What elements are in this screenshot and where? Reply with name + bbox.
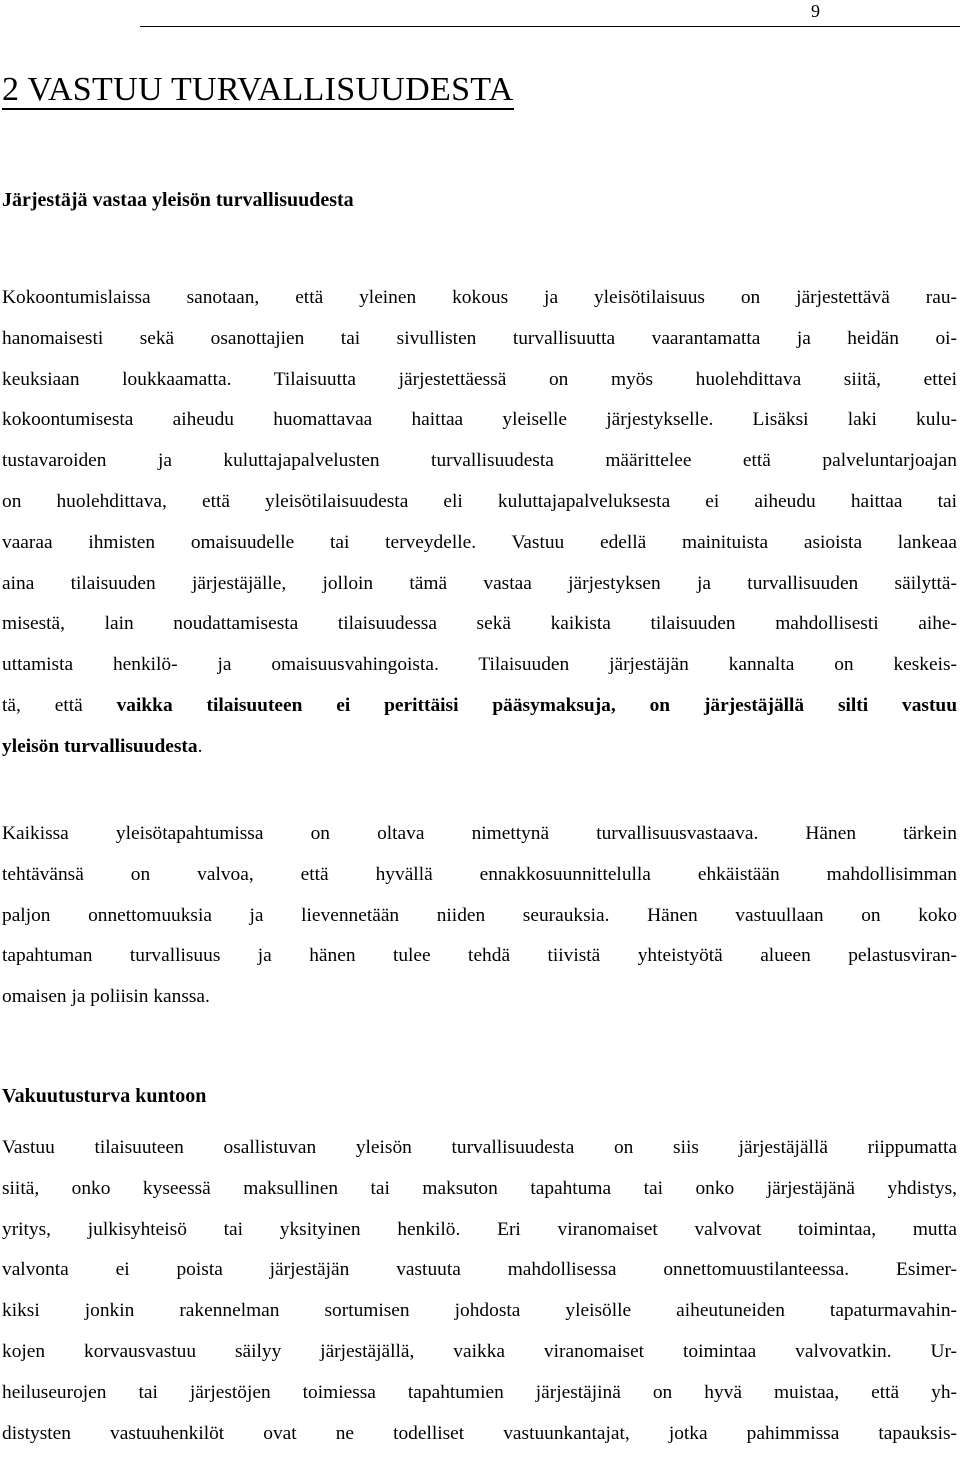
text-line: kokoontumisesta aiheudu huomattavaa haittaa yleiselle järjestykselle. Lisäksi laki kulu- bbox=[2, 409, 957, 431]
text-line: tapahtuman turvallisuus ja hänen tulee tehdä tiivistä yhteistyötä alueen pelastusviran- bbox=[2, 945, 957, 967]
text-line: tehtävänsä on valvoa, että hyvällä ennakkosuunnittelulla ehkäistään mahdollisimman bbox=[2, 863, 957, 885]
text-line: Kaikissa yleisötapahtumissa on oltava nimettynä turvallisuusvastaava. Hänen tärkein bbox=[2, 823, 957, 844]
section-heading-organizer-responsibility: Järjestäjä vastaa yleisön turvallisuudesta bbox=[2, 189, 354, 211]
text-line: aina tilaisuuden järjestäjälle, jolloin tämä vastaa järjestyksen ja turvallisuuden säilyttä- bbox=[2, 572, 957, 594]
paragraph-safety-officer bbox=[2, 814, 957, 1018]
text-line bbox=[2, 727, 957, 768]
text-line: kojen korvausvastuu säilyy järjestäjällä, vaikka viranomaiset toimintaa valvovatkin. Ur- bbox=[2, 1340, 957, 1362]
text-line: tustavaroiden ja kuluttajapalvelusten turvallisuudesta määrittelee että palveluntarjoajan bbox=[2, 450, 957, 472]
text-line: keuksiaan loukkaamatta. Tilaisuutta järjestettäessä on myös huolehdittava siitä, ettei bbox=[2, 368, 957, 390]
text-line bbox=[2, 686, 957, 727]
text-line: misestä, lain noudattamisesta tilaisuudessa sekä kaikista tilaisuuden mahdollisesti aihe- bbox=[2, 613, 957, 635]
text-line: kiksi jonkin rakennelman sortumisen johdosta yleisölle aiheutuneiden tapaturmavahin- bbox=[2, 1300, 957, 1322]
text-line: hanomaisesti sekä osanottajien tai sivullisten turvallisuutta vaarantamatta ja heidän oi- bbox=[2, 327, 957, 349]
text-line-prefix: tä, että bbox=[2, 694, 117, 716]
paragraph-assembly-act bbox=[2, 278, 957, 768]
text-line: yritys, julkisyhteisö tai yksityinen henkilö. Eri viranomaiset valvovat toimintaa, mutta bbox=[2, 1218, 957, 1240]
chapter-title bbox=[2, 68, 514, 112]
text-line: heiluseurojen tai järjestöjen toimiessa tapahtumien järjestäjinä on hyvä muistaa, että yh- bbox=[2, 1381, 957, 1403]
text-line: Vastuu tilaisuuteen osallistuvan yleisön turvallisuudesta on siis järjestäjällä riippumatta bbox=[2, 1137, 957, 1158]
section-heading-insurance: Vakuutusturva kuntoon bbox=[2, 1085, 207, 1107]
text-line: siitä, onko kyseessä maksullinen tai maksuton tapahtuma tai onko järjestäjänä yhdistys, bbox=[2, 1177, 957, 1199]
text-line: Kokoontumislaissa sanotaan, että yleinen kokous ja yleisötilaisuus on järjestettävä rau- bbox=[2, 287, 957, 308]
chapter-title-text: 2 VASTUU TURVALLISUUDESTA bbox=[2, 71, 514, 108]
text-line: uttamista henkilö- ja omaisuusvahingoista. Tilaisuuden järjestäjän kannalta on keskeis- bbox=[2, 654, 957, 676]
paragraph-insurance bbox=[2, 1128, 957, 1454]
text-line: valvonta ei poista järjestäjän vastuuta mahdollisessa onnettomuustilanteessa. Esimer- bbox=[2, 1259, 957, 1281]
page-number: 9 bbox=[811, 1, 820, 21]
text-line: on huolehdittava, että yleisötilaisuudesta eli kuluttajapalveluksesta ei aiheudu haittaa tai bbox=[2, 490, 957, 512]
text-line-suffix: . bbox=[197, 735, 203, 757]
text-line: vaaraa ihmisten omaisuudelle tai terveydelle. Vastuu edellä mainituista asioista lankeaa bbox=[2, 531, 957, 553]
emphasis-text: vaikka tilaisuuteen ei perittäisi pääsymaksuja, on järjestäjällä silti vastuu bbox=[116, 694, 957, 716]
emphasis-text: yleisön turvallisuudesta bbox=[2, 735, 198, 757]
text-line: paljon onnettomuuksia ja lievennetään niiden seurauksia. Hänen vastuullaan on koko bbox=[2, 904, 957, 926]
text-line: omaisen ja poliisin kanssa. bbox=[2, 986, 210, 1008]
header-rule bbox=[140, 26, 960, 27]
text-line: distysten vastuuhenkilöt ovat ne todelliset vastuunkantajat, jotka pahimmissa tapauksis- bbox=[2, 1422, 957, 1444]
